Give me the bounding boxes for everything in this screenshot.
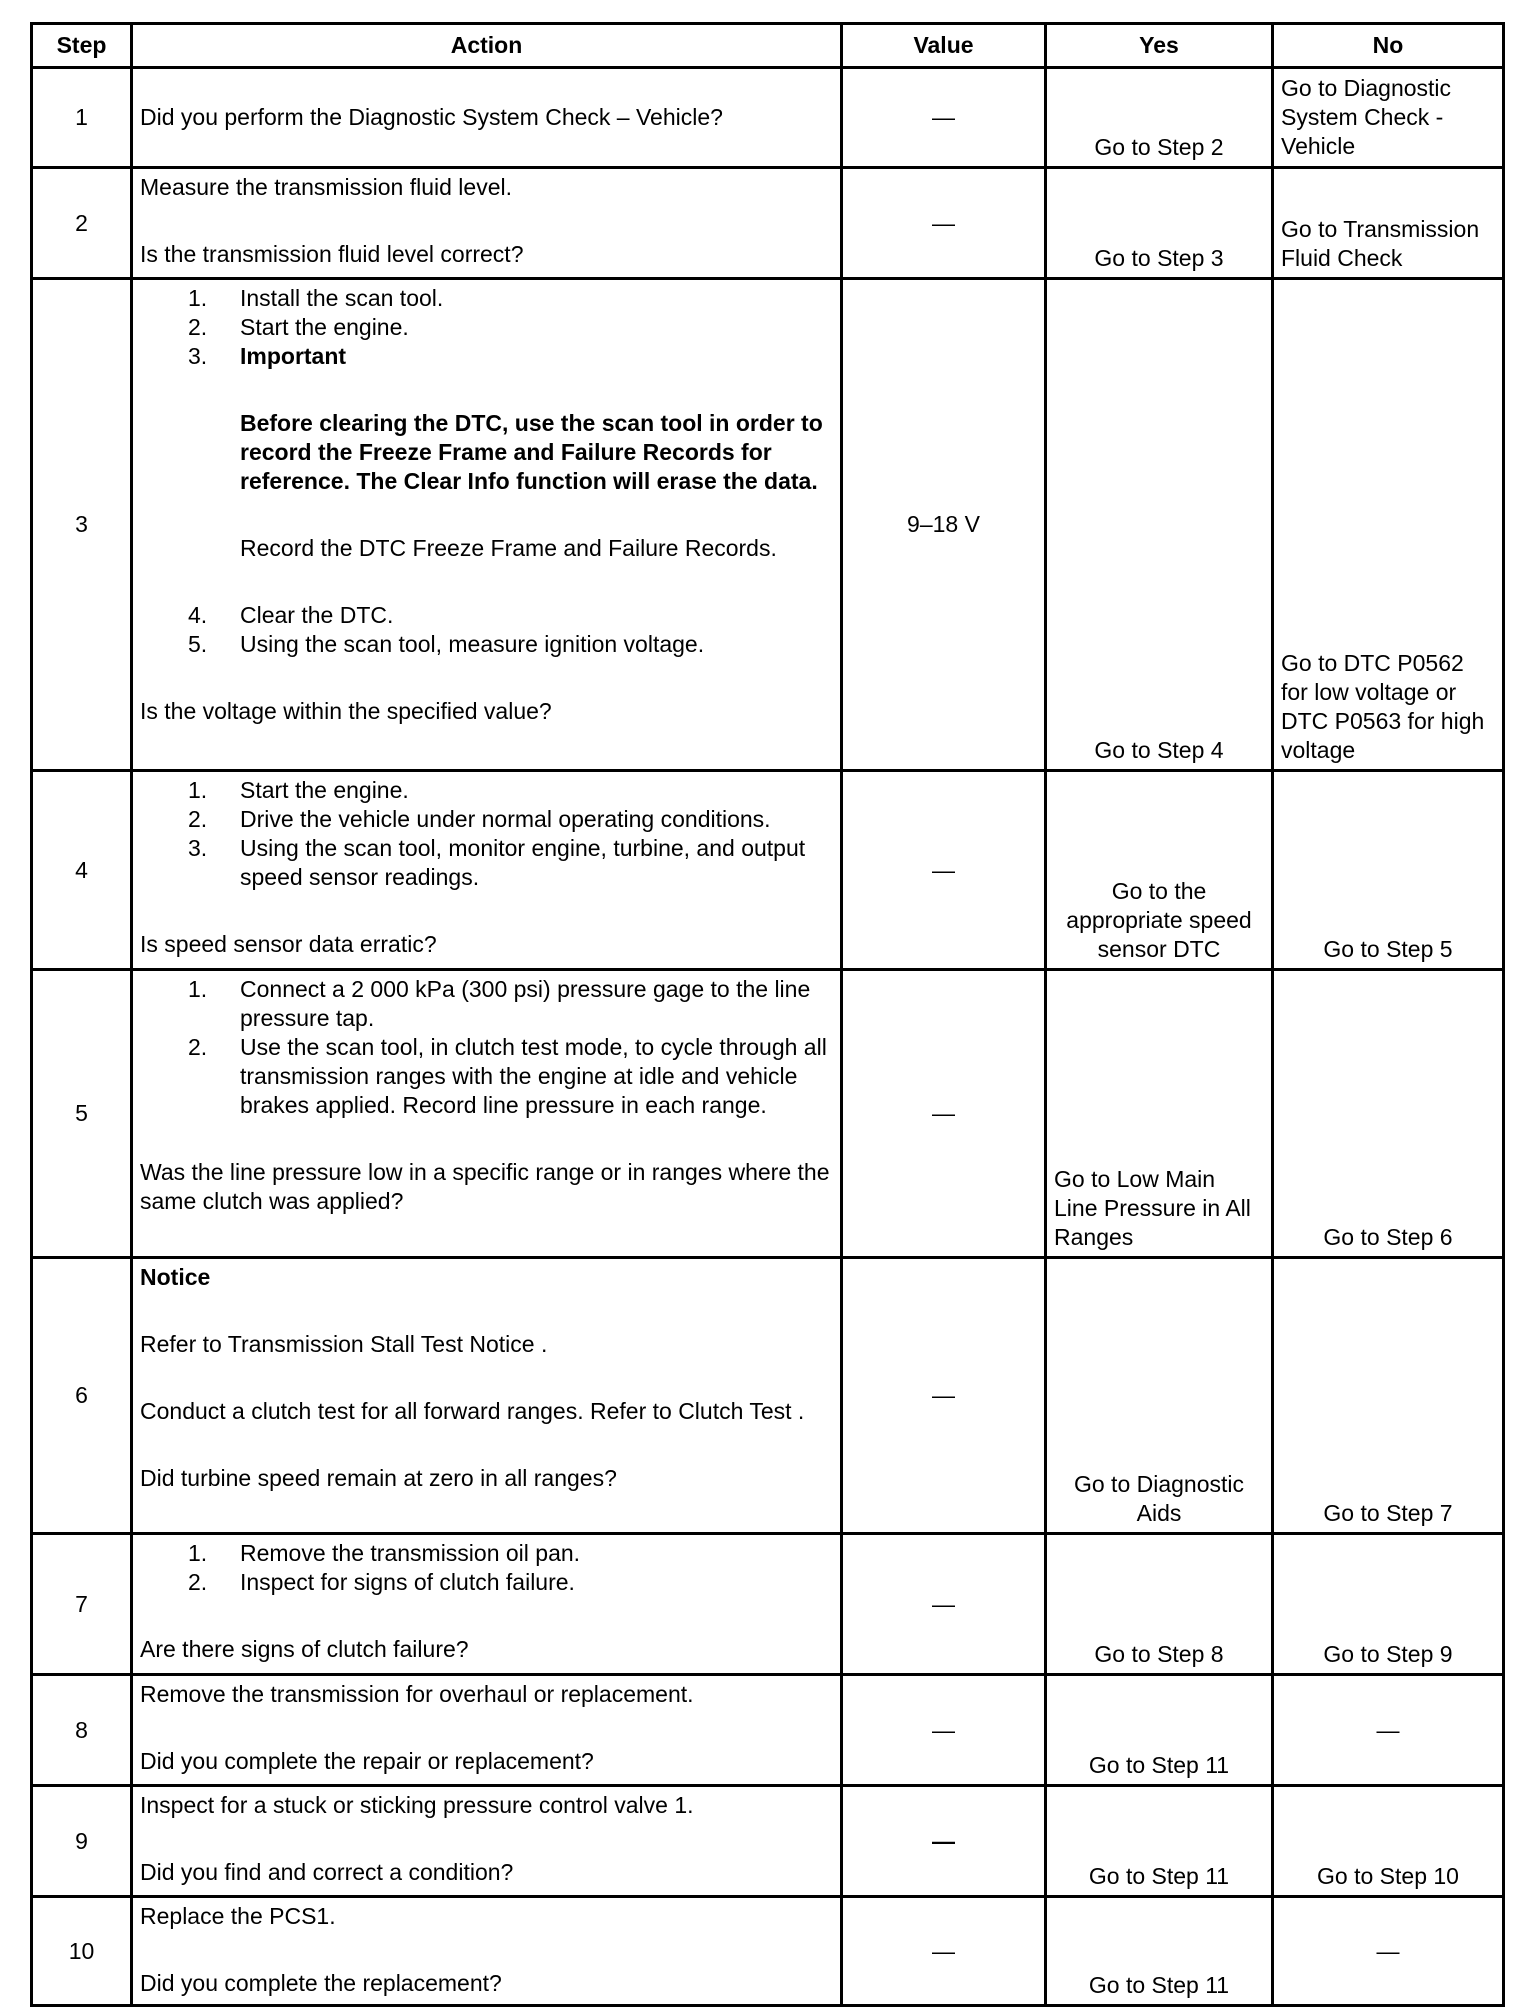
step-number: 10 bbox=[32, 1897, 132, 2006]
action-text: Remove the transmission for overhaul or replacement. bbox=[140, 1681, 694, 1707]
no-cell: — bbox=[1273, 1675, 1504, 1786]
table-row bbox=[32, 168, 1504, 279]
item-text: Install the scan tool. bbox=[240, 285, 444, 311]
value-cell: — bbox=[842, 1675, 1046, 1786]
header-step: Step bbox=[32, 24, 132, 68]
step-number: 7 bbox=[32, 1534, 132, 1675]
list-item bbox=[188, 313, 833, 342]
action-steps bbox=[140, 601, 833, 659]
yes-cell: Go to Step 4 bbox=[1046, 279, 1273, 771]
table-row bbox=[32, 1675, 1504, 1786]
item-number: 1. bbox=[188, 285, 208, 311]
yes-cell: Go to the appropriate speed sensor DTC bbox=[1046, 771, 1273, 970]
action-question: Did you complete the repair or replacement? bbox=[140, 1748, 594, 1774]
list-item bbox=[188, 601, 833, 630]
item-text: Inspect for signs of clutch failure. bbox=[240, 1569, 575, 1595]
action-cell bbox=[132, 1897, 842, 2006]
step-number: 1 bbox=[32, 68, 132, 168]
list-item bbox=[188, 1568, 833, 1597]
list-item bbox=[188, 630, 833, 659]
action-cell bbox=[132, 771, 842, 970]
yes-cell: Go to Step 11 bbox=[1046, 1897, 1273, 2006]
action-text: Replace the PCS1. bbox=[140, 1903, 336, 1929]
refer-note: Refer to Transmission Stall Test Notice . bbox=[140, 1331, 548, 1357]
table-row bbox=[32, 1786, 1504, 1897]
item-number: 1. bbox=[188, 777, 208, 803]
no-cell: Go to Step 9 bbox=[1273, 1534, 1504, 1675]
item-text: Drive the vehicle under normal operating conditions. bbox=[240, 806, 771, 832]
yes-cell: Go to Step 8 bbox=[1046, 1534, 1273, 1675]
header-row bbox=[32, 24, 1504, 68]
item-text: Start the engine. bbox=[240, 314, 409, 340]
step-number: 4 bbox=[32, 771, 132, 970]
no-cell: Go to Transmission Fluid Check bbox=[1273, 168, 1504, 279]
step-number: 3 bbox=[32, 279, 132, 771]
table-row bbox=[32, 970, 1504, 1258]
item-text: Use the scan tool, in clutch test mode, to cycle through all transmission ranges with the engine at idle and vehicle brakes applied. Record line pressure in each range. bbox=[240, 1034, 827, 1118]
notice-heading: Notice bbox=[140, 1264, 211, 1290]
table-row bbox=[32, 1897, 1504, 2006]
action-cell bbox=[132, 1258, 842, 1534]
header-no: No bbox=[1273, 24, 1504, 68]
item-number: 3. bbox=[188, 835, 208, 861]
list-item bbox=[188, 1033, 833, 1120]
item-text: Clear the DTC. bbox=[240, 602, 394, 628]
action-steps bbox=[140, 1539, 833, 1597]
action-cell bbox=[132, 1786, 842, 1897]
item-number: 4. bbox=[188, 602, 208, 628]
list-item bbox=[188, 805, 833, 834]
yes-cell: Go to Step 11 bbox=[1046, 1786, 1273, 1897]
no-cell: Go to Step 5 bbox=[1273, 771, 1504, 970]
action-text: Inspect for a stuck or sticking pressure control valve 1. bbox=[140, 1792, 694, 1818]
value-cell: — bbox=[842, 68, 1046, 168]
yes-cell: Go to Step 3 bbox=[1046, 168, 1273, 279]
action-cell bbox=[132, 68, 842, 168]
step-number: 9 bbox=[32, 1786, 132, 1897]
header-value: Value bbox=[842, 24, 1046, 68]
action-cell bbox=[132, 970, 842, 1258]
value-cell: — bbox=[842, 1786, 1046, 1897]
step-number: 6 bbox=[32, 1258, 132, 1534]
step-number: 8 bbox=[32, 1675, 132, 1786]
no-cell: Go to DTC P0562 for low voltage or DTC P0563 for high voltage bbox=[1273, 279, 1504, 771]
item-number: 1. bbox=[188, 1540, 208, 1566]
action-text: Measure the transmission fluid level. bbox=[140, 174, 512, 200]
value-cell: — bbox=[842, 970, 1046, 1258]
no-cell: Go to Step 6 bbox=[1273, 970, 1504, 1258]
step-number: 5 bbox=[32, 970, 132, 1258]
item-number: 2. bbox=[188, 314, 208, 340]
action-steps bbox=[140, 284, 833, 371]
step-number: 2 bbox=[32, 168, 132, 279]
action-cell bbox=[132, 168, 842, 279]
action-question: Is speed sensor data erratic? bbox=[140, 931, 437, 957]
action-question: Was the line pressure low in a specific range or in ranges where the same clutch was applied? bbox=[140, 1159, 830, 1214]
item-number: 2. bbox=[188, 806, 208, 832]
table-row bbox=[32, 279, 1504, 771]
item-number: 2. bbox=[188, 1569, 208, 1595]
yes-cell: Go to Step 11 bbox=[1046, 1675, 1273, 1786]
item-number: 3. bbox=[188, 343, 208, 369]
action-question: Did you complete the replacement? bbox=[140, 1970, 502, 1996]
no-cell: — bbox=[1273, 1897, 1504, 2006]
item-text: Start the engine. bbox=[240, 777, 409, 803]
record-note: Record the DTC Freeze Frame and Failure Records. bbox=[240, 535, 777, 561]
value-cell: — bbox=[842, 1258, 1046, 1534]
header-action: Action bbox=[132, 24, 842, 68]
table-row bbox=[32, 68, 1504, 168]
action-question: Did turbine speed remain at zero in all ranges? bbox=[140, 1465, 617, 1491]
table-row bbox=[32, 1258, 1504, 1534]
action-steps bbox=[140, 776, 833, 892]
action-question: Did you perform the Diagnostic System Check – Vehicle? bbox=[140, 104, 723, 130]
list-item bbox=[188, 284, 833, 313]
value-cell: 9–18 V bbox=[842, 279, 1046, 771]
item-text: Connect a 2 000 kPa (300 psi) pressure gage to the line pressure tap. bbox=[240, 976, 811, 1031]
item-number: 5. bbox=[188, 631, 208, 657]
action-question: Are there signs of clutch failure? bbox=[140, 1636, 469, 1662]
item-text: Using the scan tool, monitor engine, turbine, and output speed sensor readings. bbox=[240, 835, 806, 890]
item-text: Important bbox=[240, 343, 347, 369]
action-steps bbox=[140, 975, 833, 1120]
action-question: Is the transmission fluid level correct? bbox=[140, 241, 524, 267]
value-cell: — bbox=[842, 1534, 1046, 1675]
list-item bbox=[188, 342, 833, 371]
action-cell bbox=[132, 1534, 842, 1675]
list-item bbox=[188, 975, 833, 1033]
diagnostic-table bbox=[30, 22, 1505, 2007]
no-cell: Go to Step 7 bbox=[1273, 1258, 1504, 1534]
list-item bbox=[188, 1539, 833, 1568]
list-item bbox=[188, 834, 833, 892]
no-cell: Go to Step 10 bbox=[1273, 1786, 1504, 1897]
action-cell bbox=[132, 279, 842, 771]
action-question: Did you find and correct a condition? bbox=[140, 1859, 514, 1885]
item-text: Using the scan tool, measure ignition voltage. bbox=[240, 631, 705, 657]
value-cell: — bbox=[842, 168, 1046, 279]
value-cell: — bbox=[842, 1897, 1046, 2006]
item-number: 1. bbox=[188, 976, 208, 1002]
important-note: Before clearing the DTC, use the scan tool in order to record the Freeze Frame and Failure Records for reference. The Clear Info function will erase the data. bbox=[240, 410, 823, 494]
no-cell: Go to Diagnostic System Check - Vehicle bbox=[1273, 68, 1504, 168]
action-question: Is the voltage within the specified value? bbox=[140, 698, 552, 724]
table-row bbox=[32, 1534, 1504, 1675]
item-number: 2. bbox=[188, 1034, 208, 1060]
yes-cell: Go to Step 2 bbox=[1046, 68, 1273, 168]
yes-cell: Go to Low Main Line Pressure in All Ranges bbox=[1046, 970, 1273, 1258]
yes-cell: Go to Diagnostic Aids bbox=[1046, 1258, 1273, 1534]
header-yes: Yes bbox=[1046, 24, 1273, 68]
list-item bbox=[188, 776, 833, 805]
item-text: Remove the transmission oil pan. bbox=[240, 1540, 581, 1566]
action-cell bbox=[132, 1675, 842, 1786]
action-text: Conduct a clutch test for all forward ranges. Refer to Clutch Test . bbox=[140, 1398, 805, 1424]
value-cell: — bbox=[842, 771, 1046, 970]
table-row bbox=[32, 771, 1504, 970]
